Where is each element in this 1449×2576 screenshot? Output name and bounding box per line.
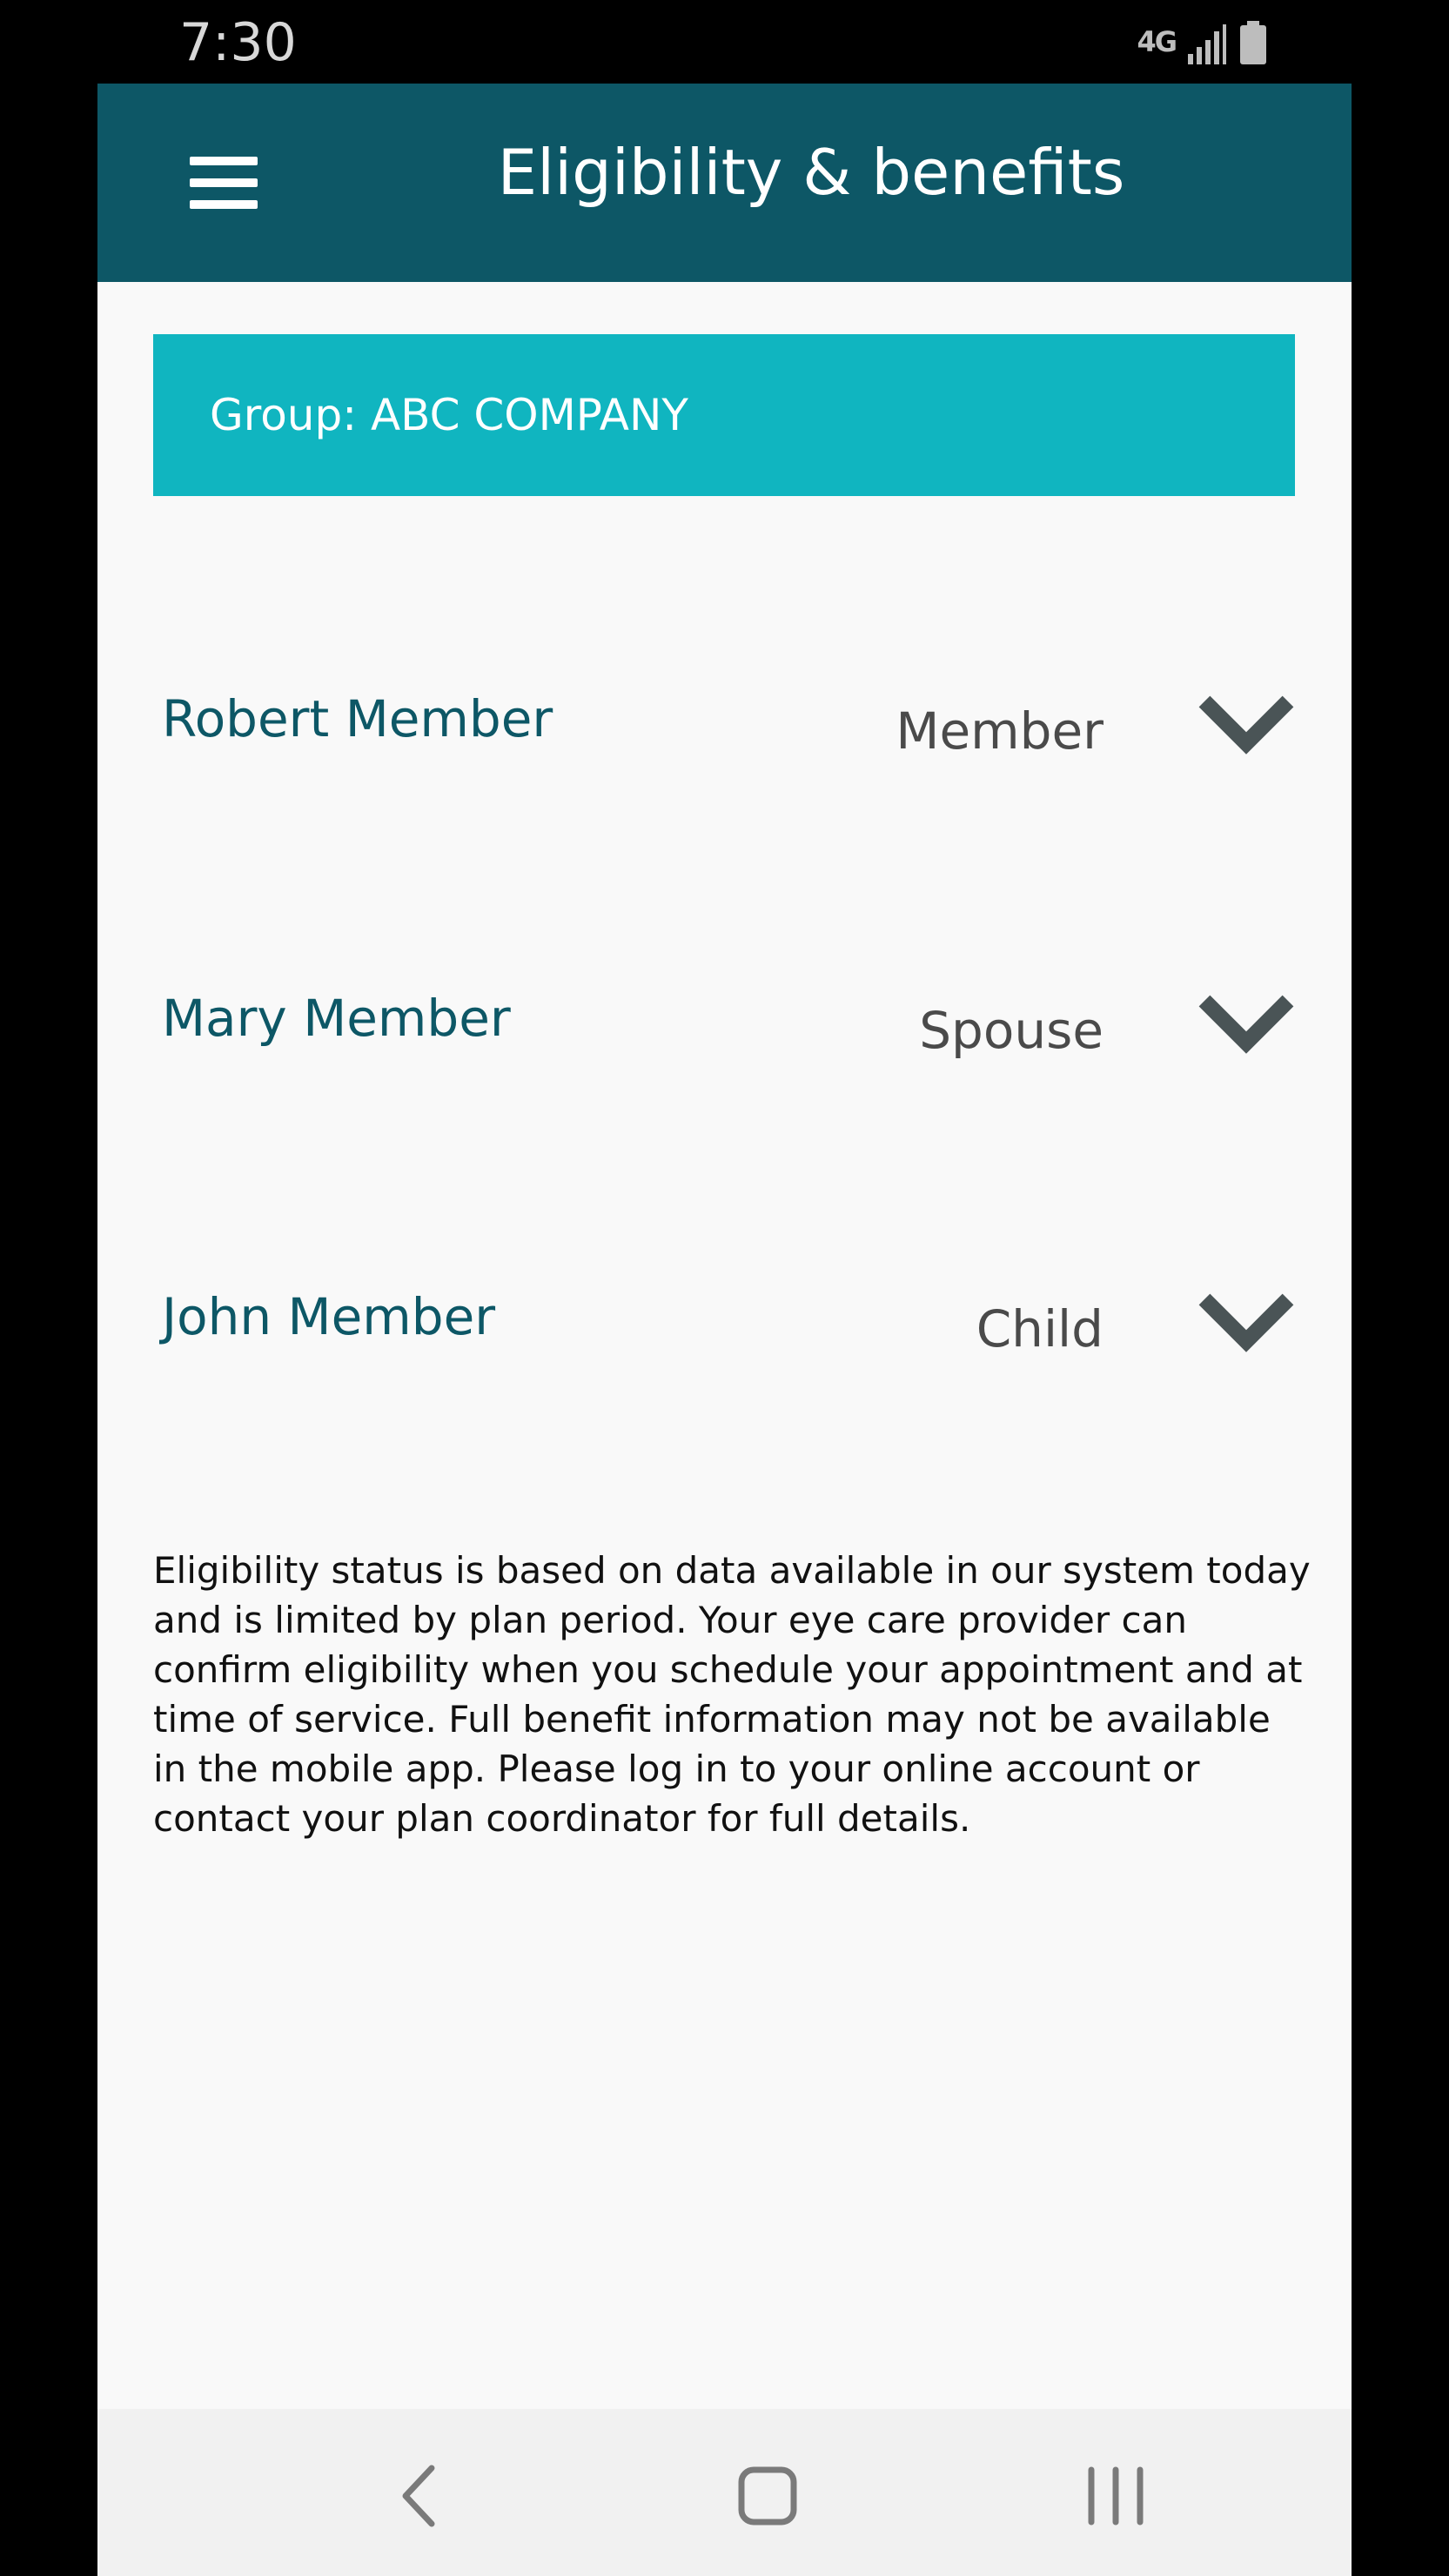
signal-icon <box>1188 24 1226 64</box>
member-relation: Member <box>896 701 1104 761</box>
app-window <box>97 84 1352 2576</box>
member-name: Mary Member <box>162 989 511 1048</box>
status-bar <box>0 0 1449 84</box>
home-icon[interactable] <box>724 2452 811 2539</box>
page-title: Eligibility & benefits <box>497 136 1125 209</box>
member-relation: Spouse <box>919 1001 1104 1060</box>
member-name: John Member <box>162 1287 496 1346</box>
member-relation: Child <box>976 1299 1104 1358</box>
chevron-down-icon[interactable] <box>1197 1291 1295 1357</box>
status-icons <box>1137 19 1268 64</box>
member-name: Robert Member <box>162 689 553 748</box>
app-bar <box>97 84 1352 282</box>
hamburger-menu-icon[interactable] <box>181 150 268 216</box>
chevron-down-icon[interactable] <box>1197 992 1295 1058</box>
group-label: Group: ABC COMPANY <box>210 390 688 440</box>
chevron-down-icon[interactable] <box>1197 693 1295 759</box>
eligibility-disclaimer: Eligibility status is based on data available in our system today and is limited by plan period. Your eye care provider can confirm eligibility when you schedule your appointment and at time of service. Full benefit information may not be available in the mobile app. Please log in to your online account or contact your plan coordinator for full details. <box>153 1549 1311 1840</box>
member-row-robert[interactable] <box>153 658 1295 815</box>
battery-icon <box>1238 21 1268 64</box>
network-4g-icon: 4G <box>1137 25 1176 58</box>
status-time: 7:30 <box>179 12 297 73</box>
recent-apps-icon[interactable] <box>1072 2452 1159 2539</box>
group-banner <box>153 334 1295 496</box>
back-icon[interactable] <box>376 2452 463 2539</box>
system-nav-bar <box>97 2409 1352 2576</box>
member-row-john[interactable] <box>153 1256 1295 1412</box>
member-row-mary[interactable] <box>153 957 1295 1114</box>
